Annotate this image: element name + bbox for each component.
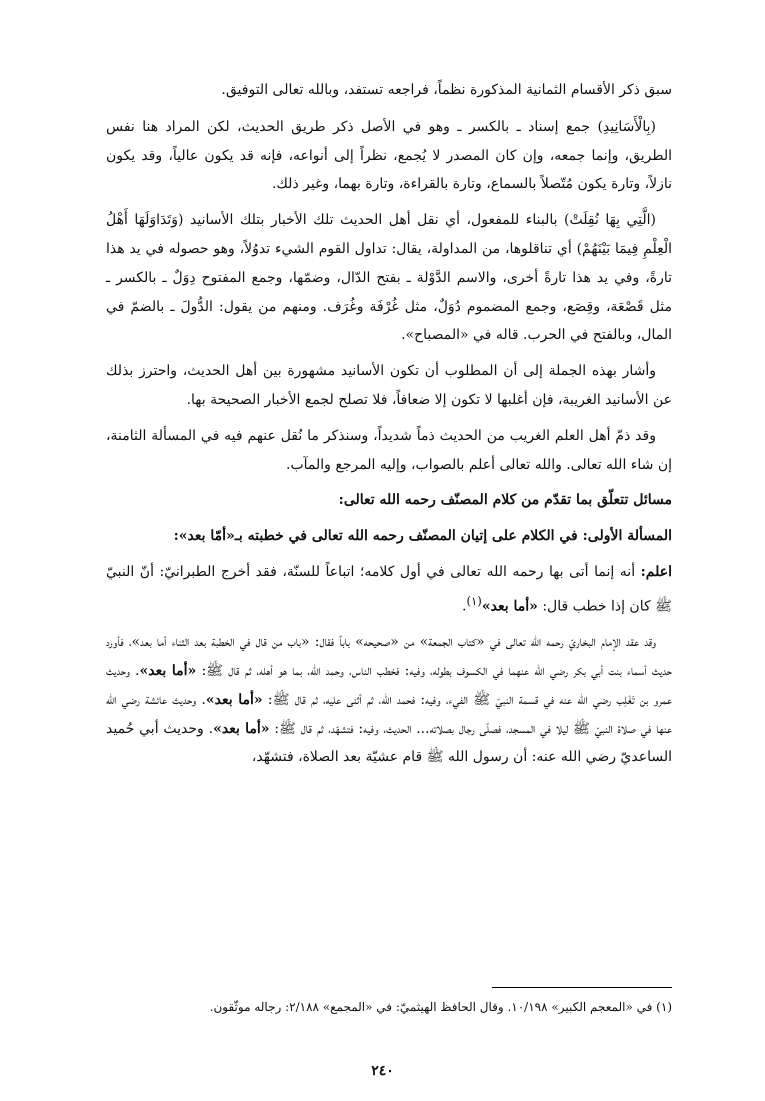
know-lead: اعلم: — [640, 563, 672, 580]
paragraph-6 — [106, 558, 672, 621]
paragraph-1: سبق ذكر الأقسام الثمانية المذكورة نظماً، فراجعه تستفد، وبالله تعالى التوفيق. — [221, 82, 672, 98]
paragraph-7-part-2: . وحديث عمرو بن تَغْلِب رضي الله عنه في قسمة النبيّ ﷺ الفيء، وفيه: فحمد الله، ثم أثنى عليه، ثم قال ﷺ: — [106, 663, 672, 708]
issue-one-heading: المسألة الأولى: في الكلام على إتيان المصنّف رحمه الله تعالى في خطبته بـ«أمّا بعد»: — [173, 528, 672, 545]
paragraph-4: وأشار بهذه الجملة إلى أن المطلوب أن تكون الأسانيد مشهورة بين أهل الحديث، واحترز بذلك عن الأسانيد الغريبة، فإن أغلبها لا تكون إلا ضعافاً، فلا تصلح لجمع الأخبار الصحيحة بها. — [106, 363, 672, 408]
paragraph-3: (الَّتِي بِهَا نُقِلَتْ) بالبناء للمفعول، أي نقل أهل الحديث تلك الأخبار بتلك الأسانيد (وَتَدَاوَلَهَا أَهْلُ الْعِلْمِ فِيمَا بَيْنَهُمْ) أي تناقلوها، من المداولة، يقال: تداول القوم الشيء تدوُلاً، وهو حصوله في يد هذا تارةً، وفي يد هذا تارةً أخرى، والاسم الدَّوْلة ـ بفتح الدّال، وضمّها، وجمع المفتوح دِوَلٌ ـ بالكسر ـ مثل قَصْعَة، وقِصَع، وجمع المضموم دُوَلٌ، مثل غُرْفَة وغُرَف. ومنهم من يقول: الدُّولَ ـ بالضمّ في المال، وبالفتح في الحرب. قاله في «المصباح». — [106, 212, 672, 344]
page-number: ٢٤٠ — [371, 1063, 394, 1079]
quote-amma-baad: «أما بعد» — [205, 691, 263, 708]
main-text — [106, 76, 672, 779]
quote-amma-baad: «أما بعد» — [139, 663, 197, 679]
paragraph-7-part-4: . وحديث أبي حُميد الساعديّ رضي الله عنه: أن رسول الله ﷺ قام عشيّة بعد الصلاة، فتشهّد، — [106, 720, 672, 766]
section-heading: مسائل تتعلّق بما تقدّم من كلام المصنّف رحمه الله تعالى: — [338, 492, 672, 509]
footnote-ref: (١) — [466, 593, 482, 608]
quote-amma-baad: «أما بعد» — [213, 720, 270, 737]
paragraph-6-end: . — [462, 598, 467, 615]
paragraph-7-part-1: وقد عقد الإمام البخاريّ رحمه الله تعالى في «كتاب الجمعة» من «صحيحه» باباً فقال: «باب من قال في الخطبة بعد الثناء أما بعد»، فأورد حديث أسماء بنت أبي بكر رضي الله عنهما في الكسوف بطوله، وفيه: فخطب الناس، وحمد الله، بما هو أهله، ثم قال ﷺ: — [106, 634, 672, 679]
quote-amma-baad: «أما بعد» — [481, 598, 538, 615]
footnote: (١) في «المعجم الكبير» ١٠/١٩٨. وقال الحافظ الهيثميّ: في «المجمع» ٢/١٨٨: رجاله موثّقون. — [209, 1000, 672, 1014]
paragraph-2: (بِالْأَسَانِيدِ) جمع إسناد ـ بالكسر ـ وهو في الأصل ذكر طريق الحديث، لكن المراد هنا نفس الطريق، وإنما جمعه، وإن كان المصدر لا يُجمع، نظراً إلى أنواعه، فإنه قد يكون عالياً، وقد يكون نازلاً، وتارة يكون مُتّصلاً بالسماع، وتارة بالقراءة، وتارة بهما، وغير ذلك. — [106, 118, 672, 193]
paragraph-7 — [106, 628, 672, 772]
footnote-separator — [492, 987, 672, 988]
paragraph-6-text: أنه إنما أتى بها رحمه الله تعالى في أول كلامه؛ اتباعاً للسنّة، فقد أخرج الطبرانيّ: أنّ النبيّ ﷺ كان إذا خطب قال: — [106, 563, 672, 615]
paragraph-5: وقد ذمّ أهل العلم الغريب من الحديث ذماً شديداً، وسنذكر ما نُقل عنهم فيه في المسألة الثامنة، إن شاء الله تعالى. والله تعالى أعلم بالصواب، وإليه المرجع والمآب. — [106, 427, 672, 473]
paragraph-7-part-3: . وحديث عائشة رضي الله عنها في صلاة النبيّ ﷺ ليلا في المسجد، فصلّى رجال بصلاته... الحديث، وفيه: فتشهّد، ثم قال ﷺ: — [106, 691, 672, 737]
